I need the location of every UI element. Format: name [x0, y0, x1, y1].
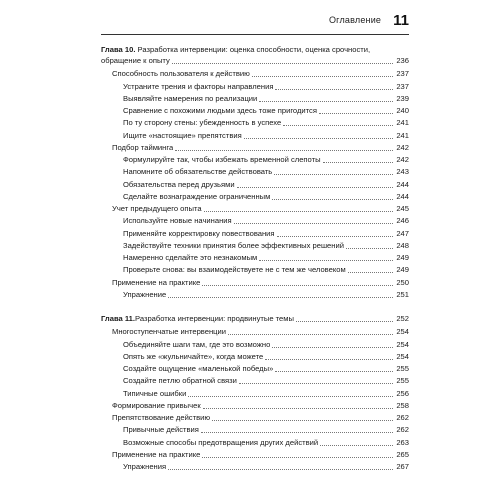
toc-entry[interactable] — [101, 92, 409, 104]
dot-leader — [234, 223, 393, 224]
dot-leader — [239, 383, 393, 384]
dot-leader — [201, 432, 393, 433]
toc-entry-page: 242 — [396, 142, 409, 152]
toc-entry-page: 237 — [396, 69, 409, 79]
toc-entry-title: Препятствование действию — [112, 413, 211, 422]
toc-entry-page: 241 — [396, 130, 409, 140]
dot-leader — [265, 359, 393, 360]
toc-entry-page: 243 — [396, 167, 409, 177]
toc-entry-title: Обязательства перед друзьями — [123, 179, 235, 189]
toc-entry-title: Учет предыдущего опыта — [112, 204, 202, 213]
dot-leader — [203, 408, 393, 409]
chapter-10-title-line2-row — [101, 56, 409, 67]
toc-entry-page: 262 — [396, 413, 409, 422]
dot-leader — [320, 445, 393, 446]
toc-entry-page: 255 — [396, 376, 409, 386]
toc-entry-title: Намеренно сделайте это незнакомым — [123, 253, 258, 262]
toc-entry-title: Напомните об обязательстве действовать — [123, 167, 273, 177]
toc-entry-title: Типичные ошибки — [123, 388, 187, 398]
toc-entry[interactable] — [101, 448, 409, 460]
toc-entry-page: 250 — [396, 277, 409, 287]
dot-leader — [275, 89, 393, 90]
dot-leader — [259, 260, 393, 261]
toc-entry-title: Сравнение с похожими людьми здесь тоже пригодится — [123, 106, 317, 115]
dot-leader — [172, 63, 393, 64]
toc-entry-page: 254 — [396, 327, 409, 337]
toc-entry-title: Привычные действия — [123, 425, 199, 435]
toc-entry-title: Применение на практике — [112, 277, 201, 287]
toc-entry[interactable] — [101, 153, 409, 165]
chapter-10-page: 236 — [396, 55, 409, 65]
dot-leader — [283, 125, 393, 126]
dot-leader — [175, 150, 393, 151]
dot-leader — [272, 347, 393, 348]
toc-entry[interactable] — [101, 226, 409, 238]
dot-leader — [202, 285, 393, 286]
toc-entry-page: 240 — [396, 106, 409, 115]
chapter-11-page: 252 — [396, 314, 409, 323]
toc-entry-page: 255 — [396, 364, 409, 373]
toc-entry[interactable] — [101, 325, 409, 337]
toc-entry-title: Проверьте снова: вы взаимодействуете не с тем же человеком — [123, 265, 346, 275]
toc-entry-title: Формирование привычек — [112, 400, 201, 410]
toc-entry-title: Сделайте вознаграждение ограниченным — [123, 191, 271, 201]
dot-leader — [259, 101, 393, 102]
toc-entry-title: Опять же «жульничайте», когда можете — [123, 351, 264, 361]
toc-entry-page: 251 — [396, 289, 409, 299]
toc-entry-title: Используйте новые начинания — [123, 216, 232, 226]
toc-entry[interactable] — [101, 460, 409, 472]
toc-entry[interactable] — [101, 116, 409, 128]
toc-entry-title: Способность пользователя к действию — [112, 69, 250, 79]
toc-entry[interactable] — [101, 165, 409, 177]
toc-entry-page: 254 — [396, 339, 409, 349]
chapter-10-heading[interactable] — [101, 45, 409, 66]
toc-entry-page: 245 — [396, 204, 409, 213]
toc-entry-page: 239 — [396, 93, 409, 103]
toc-entry-page: 262 — [396, 425, 409, 435]
dot-leader — [346, 248, 393, 249]
toc-entry-title: Упражнение — [123, 289, 167, 299]
chapter-10-number: Глава 10. — [101, 45, 136, 54]
toc-entry[interactable] — [101, 251, 409, 263]
toc-entry-title: Ищите «настоящие» препятствия — [123, 130, 242, 140]
toc-entry-page: 256 — [396, 388, 409, 398]
dot-leader — [319, 113, 393, 114]
toc-entry-page: 267 — [396, 462, 409, 471]
toc-entry[interactable] — [101, 104, 409, 116]
toc-entry[interactable] — [101, 263, 409, 275]
toc-entry[interactable] — [101, 67, 409, 79]
dot-leader — [296, 321, 393, 322]
toc-entry-title: Применение на практике — [112, 449, 201, 459]
toc-entry[interactable] — [101, 350, 409, 362]
toc-entry[interactable] — [101, 141, 409, 153]
toc-entry-page: 244 — [396, 191, 409, 201]
toc-entry-page: 249 — [396, 265, 409, 275]
toc-entry[interactable] — [101, 79, 409, 91]
toc-entry-page: 249 — [396, 253, 409, 262]
toc-entry-page: 247 — [396, 228, 409, 238]
toc-entry[interactable] — [101, 399, 409, 411]
toc-entry-page: 265 — [396, 449, 409, 459]
dot-leader — [348, 272, 393, 273]
toc-entry-page: 263 — [396, 437, 409, 447]
dot-leader — [272, 199, 393, 200]
header-rule — [101, 34, 409, 35]
toc-entry-page: 241 — [396, 118, 409, 128]
toc-entry[interactable] — [101, 435, 409, 447]
dot-leader — [275, 371, 393, 372]
chapter-10-title-line2: обращение к опыту — [101, 55, 170, 65]
toc-entry-title: Подбор тайминга — [112, 142, 174, 152]
toc-entry[interactable] — [101, 374, 409, 386]
toc-entry-title: Многоступенчатые интервенции — [112, 327, 227, 337]
toc-entry-page: 254 — [396, 351, 409, 361]
dot-leader — [277, 236, 393, 237]
toc-entry[interactable] — [101, 362, 409, 374]
toc-entry[interactable] — [101, 190, 409, 202]
toc-entry[interactable] — [101, 239, 409, 251]
dot-leader — [228, 334, 393, 335]
toc-entry-title: Создайте петлю обратной связи — [123, 376, 237, 386]
dot-leader — [202, 457, 393, 458]
running-head-page-number: 11 — [393, 11, 409, 29]
chapter-11-heading[interactable] — [101, 312, 409, 324]
running-head — [0, 9, 409, 31]
dot-leader — [252, 76, 393, 77]
chapter-11-title: Разработка интервенции: продвинутые темы — [135, 314, 294, 323]
toc-entry-title: Возможные способы предотвращения других действий — [123, 437, 319, 447]
toc-entry-page: 244 — [396, 179, 409, 189]
toc-entry-title: Создайте ощущение «маленькой победы» — [123, 364, 274, 373]
toc-entry[interactable] — [101, 128, 409, 140]
running-head-title: Оглавление — [328, 15, 382, 25]
dot-leader — [244, 138, 393, 139]
toc-entry-title: Выявляйте намерения по реализации — [123, 93, 258, 103]
toc-entry[interactable] — [101, 386, 409, 398]
toc-entry-title: Упражнения — [123, 462, 167, 471]
dot-leader — [212, 420, 393, 421]
chapter-10-title: Разработка интервенции: оценка способности, оценка срочности, — [135, 45, 371, 54]
toc-entry[interactable] — [101, 288, 409, 300]
toc-entry-page: 242 — [396, 155, 409, 164]
table-of-contents — [101, 45, 409, 472]
toc-entry-title: Устраните трения и факторы направления — [123, 81, 274, 91]
dot-leader — [323, 162, 393, 163]
toc-entry-title: Формулируйте так, чтобы избежать временной слепоты — [123, 155, 321, 164]
dot-leader — [274, 174, 393, 175]
toc-entry-page: 246 — [396, 216, 409, 226]
toc-entry[interactable] — [101, 275, 409, 287]
toc-entry[interactable] — [101, 423, 409, 435]
toc-entry-page: 258 — [396, 400, 409, 410]
chapter-11-number: Глава 11. — [101, 314, 136, 323]
toc-entry-page: 248 — [396, 240, 409, 250]
toc-entry[interactable] — [101, 177, 409, 189]
toc-entry[interactable] — [101, 202, 409, 214]
toc-entry-title: Задействуйте техники принятия более эффективных решений — [123, 240, 344, 250]
dot-leader — [168, 469, 393, 470]
toc-entry-title: Объединяйте шаги там, где это возможно — [123, 339, 271, 349]
dot-leader — [237, 187, 393, 188]
dot-leader — [168, 297, 393, 298]
toc-entry-title: По ту сторону стены: убежденность в успехе — [123, 118, 282, 128]
toc-entry[interactable] — [101, 337, 409, 349]
chapter-10-title-line1 — [101, 45, 409, 56]
dot-leader — [188, 396, 393, 397]
toc-entry[interactable] — [101, 411, 409, 423]
dot-leader — [204, 211, 393, 212]
toc-entry-title: Применяйте корректировку повествования — [123, 228, 275, 238]
toc-entry[interactable] — [101, 214, 409, 226]
toc-entry-page: 237 — [396, 81, 409, 91]
chapter-spacer — [101, 300, 409, 312]
